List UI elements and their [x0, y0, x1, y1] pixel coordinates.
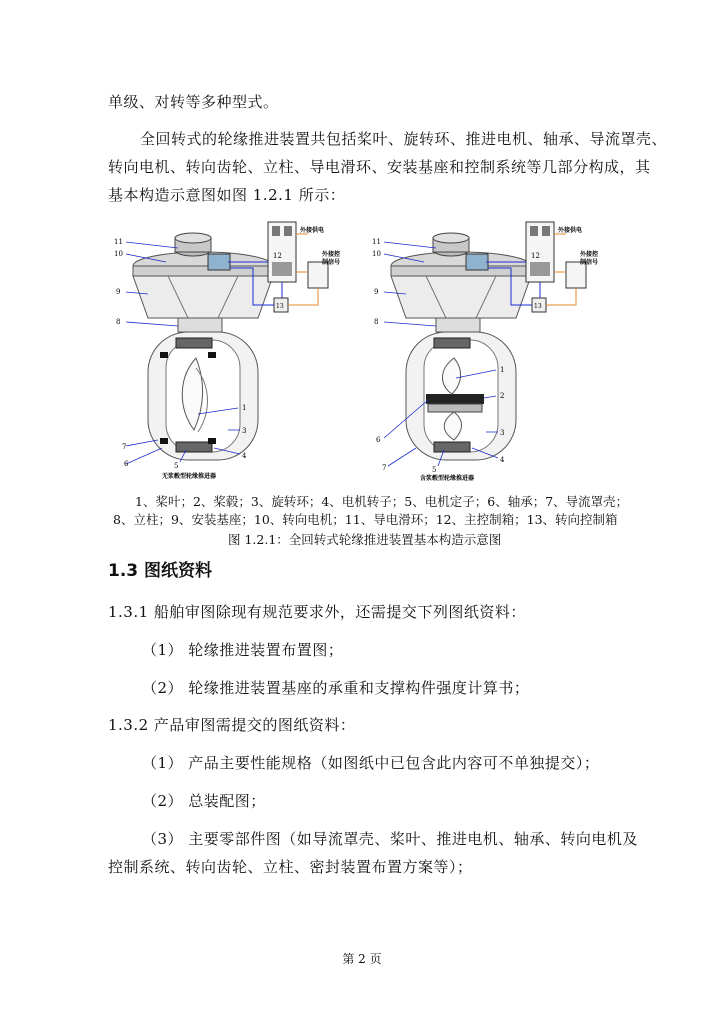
list-item: （2） 总装配图；: [142, 792, 266, 810]
label-12: 12: [531, 252, 540, 260]
power-label: 外接供电: [558, 227, 583, 234]
label-3: 3: [242, 427, 247, 435]
label-5: 5: [174, 462, 179, 470]
propulsor-figure: [108, 218, 618, 490]
label-9: 9: [116, 288, 121, 296]
list-item: （3） 主要零部件图（如导流罩壳、桨叶、推进电机、轴承、转向电机及: [142, 830, 638, 848]
label-11: 11: [114, 238, 123, 246]
label-8: 8: [116, 318, 121, 326]
right-subcaption: 含浆毂型轮缘推进器: [420, 475, 475, 482]
label-2: 2: [500, 392, 505, 400]
paragraph-line: 全回转式的轮缘推进装置共包括桨叶、旋转环、推进电机、轴承、导流罩壳、: [140, 130, 668, 148]
paragraph-line: 单级、对转等多种型式。: [108, 93, 279, 111]
figure-legend: 8、立柱；9、安装基座；10、转向电机；11、导电滑环；12、主控制箱；13、转向控制箱: [113, 512, 618, 527]
signal-label: 外接控: [322, 251, 341, 258]
label-5: 5: [432, 466, 437, 474]
subsection-heading: 1.3.2 产品审图需提交的图纸资料：: [108, 716, 356, 734]
paragraph-line: 基本构造示意图如图 1.2.1 所示：: [108, 186, 346, 204]
label-10: 10: [114, 250, 123, 258]
label-1: 1: [500, 366, 505, 374]
label-4: 4: [242, 452, 247, 460]
signal-label: 制信号: [322, 259, 341, 266]
label-9: 9: [374, 288, 379, 296]
left-diagram: [114, 222, 340, 480]
signal-label: 外接控: [580, 251, 599, 258]
label-12: 12: [273, 252, 282, 260]
list-item: （1） 产品主要性能规格（如图纸中已包含此内容可不单独提交）；: [142, 754, 600, 772]
paragraph-line: 转向电机、转向齿轮、立柱、导电滑环、安装基座和控制系统等几部分构成，其: [108, 158, 651, 176]
list-item: （1） 轮缘推进装置布置图；: [142, 641, 344, 659]
right-diagram: [372, 222, 598, 482]
label-10: 10: [372, 250, 381, 258]
label-3: 3: [500, 429, 505, 437]
label-8: 8: [374, 318, 379, 326]
signal-label: 制信号: [580, 259, 599, 266]
power-label: 外接供电: [300, 227, 325, 234]
label-7: 7: [382, 464, 387, 472]
list-item: （2） 轮缘推进装置基座的承重和支撑构件强度计算书；: [142, 679, 530, 697]
figure-title: 图 1.2.1：全回转式轮缘推进装置基本构造示意图: [228, 532, 502, 547]
page-number: 第 2 页: [342, 952, 382, 966]
list-item: 控制系统、转向齿轮、立柱、密封装置布置方案等）；: [108, 858, 473, 876]
section-heading: 1.3 图纸资料: [108, 561, 213, 581]
label-13: 13: [276, 303, 284, 310]
label-11: 11: [372, 238, 381, 246]
left-subcaption: 无浆毂型轮缘推进器: [162, 473, 217, 480]
label-4: 4: [500, 456, 505, 464]
label-1: 1: [242, 404, 247, 412]
label-6: 6: [376, 436, 381, 444]
subsection-heading: 1.3.1 船舶审图除现有规范要求外，还需提交下列图纸资料：: [108, 603, 526, 621]
label-7: 7: [122, 443, 127, 451]
label-6: 6: [124, 460, 129, 468]
figure-legend: 1、桨叶；2、桨毂；3、旋转环；4、电机转子；5、电机定子；6、轴承；7、导流罩壳；: [135, 494, 629, 509]
label-13: 13: [534, 303, 542, 310]
